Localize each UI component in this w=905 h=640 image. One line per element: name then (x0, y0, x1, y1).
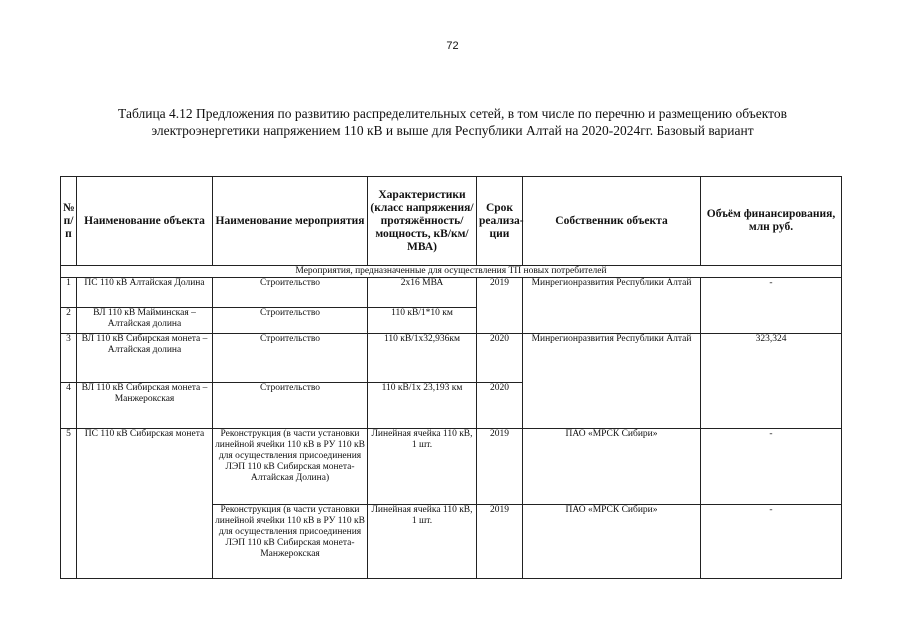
header-object: Наименование объекта (77, 177, 213, 266)
row-num: 4 (61, 383, 77, 429)
row-owner: ПАО «МРСК Сибири» (523, 429, 701, 505)
row-financing: - (701, 429, 842, 505)
row-term: 2019 (477, 278, 523, 334)
row-owner: ПАО «МРСК Сибири» (523, 505, 701, 579)
header-row (61, 177, 842, 266)
row-object: ВЛ 110 кВ Сибирская монета – Алтайская долина (77, 334, 213, 383)
row-measure: Строительство (213, 308, 368, 334)
row-characteristics: 110 кВ/1х 23,193 км (368, 383, 477, 429)
row-num: 2 (61, 308, 77, 334)
table-row (61, 429, 842, 505)
section-title: Мероприятия, предназначенные для осуществления ТП новых потребителей (61, 266, 842, 278)
row-characteristics: 110 кВ/1х32,936км (368, 334, 477, 383)
page-number: 72 (446, 40, 459, 52)
row-characteristics: 2х16 МВА (368, 278, 477, 308)
header-measure: Наименование мероприятия (213, 177, 368, 266)
row-num: 1 (61, 278, 77, 308)
caption-line-2: электроэнергетики напряжением 110 кВ и выше для Республики Алтай на 2020-2024гг. Базовый вариант (151, 123, 754, 138)
table-caption (40, 105, 865, 139)
row-owner: Минрегионразвития Республики Алтай (523, 334, 701, 429)
row-num: 3 (61, 334, 77, 383)
row-object: ВЛ 110 кВ Сибирская монета – Манжерокская (77, 383, 213, 429)
row-financing: - (701, 278, 842, 334)
row-measure: Реконструкция (в части установки линейной ячейки 110 кВ в РУ 110 кВ для осуществления присоединения ЛЭП 110 кВ Сибирская монета-Алтайская Долина) (213, 429, 368, 505)
row-owner: Минрегионразвития Республики Алтай (523, 278, 701, 334)
table-row (61, 278, 842, 308)
header-financing: Объём финансирования, млн руб. (701, 177, 842, 266)
header-num: № п/п (61, 177, 77, 266)
row-characteristics: Линейная ячейка 110 кВ, 1 шт. (368, 429, 477, 505)
row-object: ПС 110 кВ Алтайская Долина (77, 278, 213, 308)
row-num: 5 (61, 429, 77, 579)
distribution-network-table (60, 176, 842, 579)
section-row (61, 266, 842, 278)
row-financing: - (701, 505, 842, 579)
row-characteristics: 110 кВ/1*10 км (368, 308, 477, 334)
header-term: Срок реализа-ции (477, 177, 523, 266)
row-object: ПС 110 кВ Сибирская монета (77, 429, 213, 579)
caption-line-1: Таблица 4.12 Предложения по развитию распределительных сетей, в том числе по перечню и размещению объектов (118, 106, 787, 121)
row-term: 2019 (477, 429, 523, 505)
row-object: ВЛ 110 кВ Майминская – Алтайская долина (77, 308, 213, 334)
header-characteristics: Характеристики (класс напряжения/ протяжённость/ мощность, кВ/км/МВА) (368, 177, 477, 266)
row-measure: Строительство (213, 383, 368, 429)
row-measure: Реконструкция (в части установки линейной ячейки 110 кВ в РУ 110 кВ для осуществления присоединения ЛЭП 110 кВ Сибирская монета-Манжерокская (213, 505, 368, 579)
table-row (61, 334, 842, 383)
row-measure: Строительство (213, 334, 368, 383)
row-financing: 323,324 (701, 334, 842, 429)
row-term: 2020 (477, 334, 523, 383)
row-term: 2019 (477, 505, 523, 579)
row-term: 2020 (477, 383, 523, 429)
row-measure: Строительство (213, 278, 368, 308)
header-owner: Собственник объекта (523, 177, 701, 266)
row-characteristics: Линейная ячейка 110 кВ, 1 шт. (368, 505, 477, 579)
